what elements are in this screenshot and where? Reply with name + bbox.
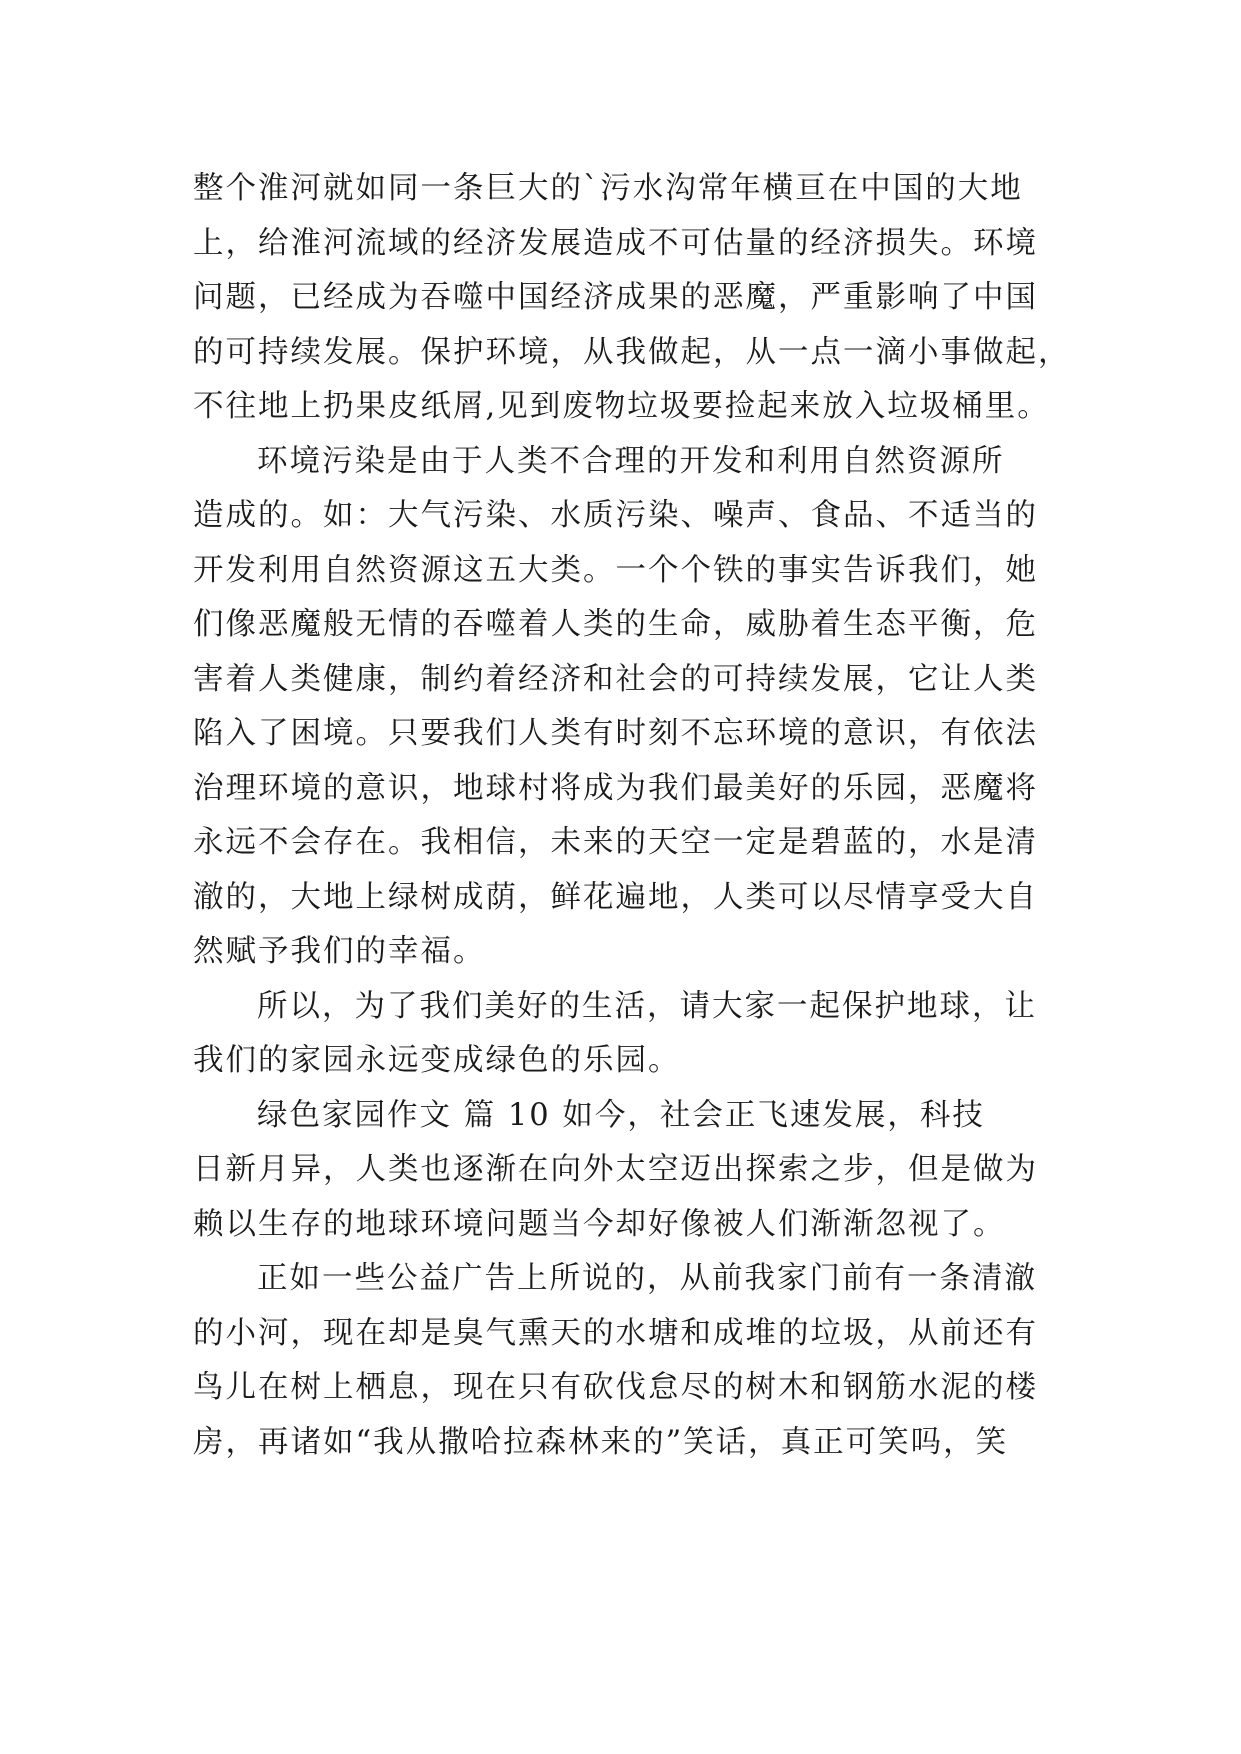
text-line: 日新月异，人类也逐渐在向外太空迈出探索之步，但是做为 xyxy=(193,1152,1038,1187)
text-line: 然赋予我们的幸福。 xyxy=(193,934,486,969)
text-line: 的可持续发展。保护环境，从我做起，从一点一滴小事做起， xyxy=(193,334,1071,370)
text-line: 造成的。如：大气污染、水质污染、噪声、食品、不适当的 xyxy=(193,498,1038,533)
text-line: 赖以生存的地球环境问题当今却好像被人们渐渐忽视了。 xyxy=(193,1206,1006,1242)
text-line: 们像恶魔般无情的吞噬着人类的生命，威胁着生态平衡，危 xyxy=(193,607,1038,642)
text-line: 陷入了困境。只要我们人类有时刻不忘环境的意识，有依法 xyxy=(193,716,1038,751)
text-line: 治理环境的意识，地球村将成为我们最美好的乐园，恶魔将 xyxy=(193,770,1038,806)
text-line: 正如一些公益广告上所说的，从前我家门前有一条清澈 xyxy=(257,1261,1037,1296)
text-line: 开发利用自然资源这五大类。一个个铁的事实告诉我们，她 xyxy=(193,552,1038,588)
text-line: 绿色家园作文 篇 10 如今，社会正飞速发展，科技 xyxy=(257,1097,985,1133)
text-line: 问题，已经成为吞噬中国经济成果的恶魔，严重影响了中国 xyxy=(193,280,1038,315)
text-line: 永远不会存在。我相信，未来的天空一定是碧蓝的，水是清 xyxy=(193,825,1038,860)
text-line: 房，再诸如“我从撒哈拉森林来的”笑话，真正可笑吗，笑 xyxy=(193,1424,1009,1460)
document-body xyxy=(193,162,1071,1470)
text-line: 环境污染是由于人类不合理的开发和利用自然资源所 xyxy=(257,443,1005,479)
text-line: 害着人类健康，制约着经济和社会的可持续发展，它让人类 xyxy=(193,661,1038,697)
text-line: 鸟儿在树上栖息，现在只有砍伐怠尽的树木和钢筋水泥的楼 xyxy=(193,1370,1038,1405)
text-line: 的小河，现在却是臭气熏天的水塘和成堆的垃圾，从前还有 xyxy=(193,1315,1038,1351)
text-line: 澈的，大地上绿树成荫，鲜花遍地，人类可以尽情享受大自 xyxy=(193,879,1038,915)
text-line: 所以，为了我们美好的生活，请大家一起保护地球，让 xyxy=(257,988,1037,1024)
text-line: 不往地上扔果皮纸屑,见到废物垃圾要捡起来放入垃圾桶里。 xyxy=(193,389,1050,424)
text-line: 上，给淮河流域的经济发展造成不可估量的经济损失。环境 xyxy=(193,225,1038,261)
text-line: 我们的家园永远变成绿色的乐园。 xyxy=(193,1043,681,1078)
text-line: 整个淮河就如同一条巨大的`污水沟常年横亘在中国的大地 xyxy=(193,171,1023,206)
